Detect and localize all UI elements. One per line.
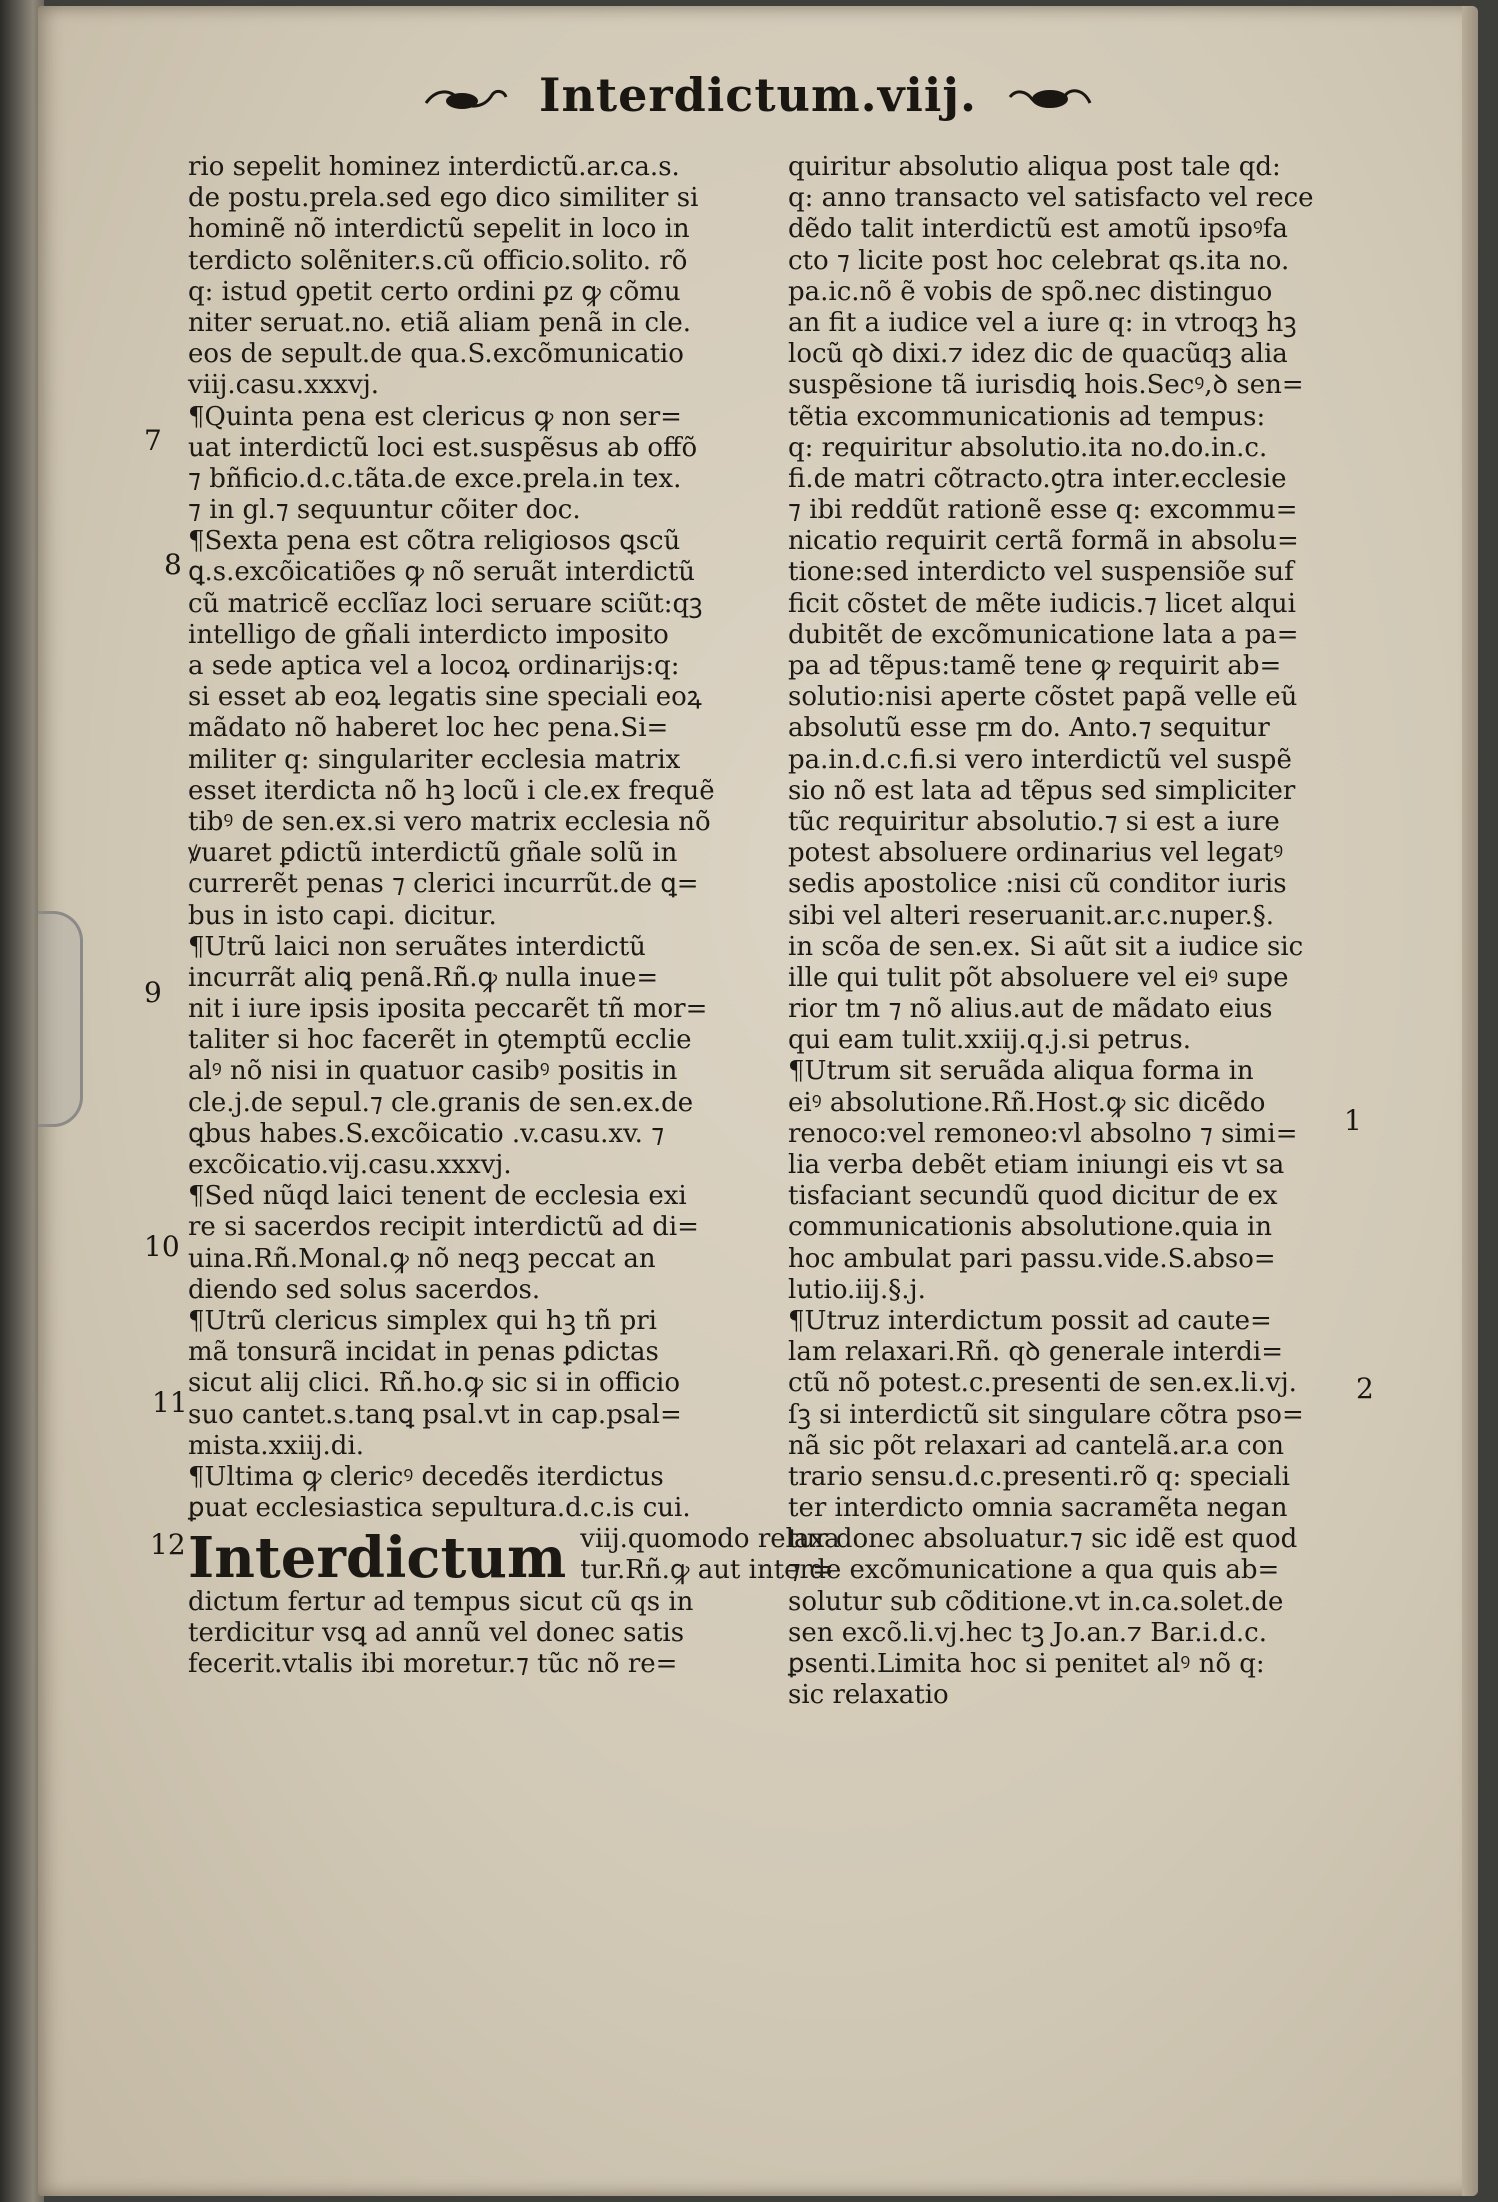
margin-number: 1 xyxy=(1344,1104,1362,1137)
text-line: intelligo de gñali interdicto imposito xyxy=(188,619,669,650)
text-line: pa ad tẽpus:tamẽ tene ꝙ requirit ab= xyxy=(788,651,1282,681)
text-line: nã sic põt relaxari ad cantelã.ar.a con xyxy=(788,1430,1285,1461)
page-edge xyxy=(1462,6,1478,2196)
text-line: ⁊ ibi reddũt rationẽ esse q: excommu= xyxy=(788,495,1298,526)
text-line: renoco:vel remoneo:vl absolno ⁊ simi= xyxy=(788,1118,1298,1149)
text-line: an fit a iudice vel a iure q: in vtroqꝫ hꝫ xyxy=(788,307,1297,338)
text-line: mã tonsurã incidat in penas ꝑdictas xyxy=(188,1337,659,1368)
right-column xyxy=(788,152,1360,1711)
text-line: rio sepelit hominez interdictũ.ar.ca.s. xyxy=(188,152,680,182)
text-line: ¶Utrũ laici non seruãtes interdictũ xyxy=(188,931,646,962)
text-line: suspẽsione tã iurisdiꝗ hois.Secꝰ,ꝺ sen= xyxy=(788,370,1304,401)
text-line: potest absoluere ordinarius vel legatꝰ xyxy=(788,838,1284,869)
text-line: pa.in.d.c.fi.si vero interdictũ vel suspẽ xyxy=(788,744,1292,775)
text-line: ⁊ in gl.⁊ sequuntur cõiter doc. xyxy=(188,495,581,526)
running-header xyxy=(38,68,1478,122)
text-line: terdicto solẽniter.s.cũ officio.solito. rõ xyxy=(188,245,688,276)
text-line: tisfaciant secundũ quod dicitur de ex xyxy=(788,1181,1278,1212)
text-line: sibi vel alteri reseruanit.ar.c.nuper.§. xyxy=(788,900,1274,931)
text-line: incurrãt aliꝗ penã.Rñ.ꝙ nulla inue= xyxy=(188,962,659,993)
text-line: q: istud ꝯpetit certo ordini ꝑz ꝙ cõmu xyxy=(188,276,681,307)
text-line: trario sensu.d.c.presenti.rõ q: speciali xyxy=(788,1461,1290,1492)
text-line: terdicitur vsꝗ ad annũ vel donec satis xyxy=(188,1617,685,1648)
text-line: alꝰ nõ nisi in quatuor casibꝰ positis in xyxy=(188,1056,678,1087)
text-line: lutio.iij.§.j. xyxy=(788,1274,926,1305)
text-line: q: requiritur absolutio.ita no.do.in.c. xyxy=(788,432,1268,463)
text-line: ¶Sexta pena est cõtra religiosos ꝗscũ xyxy=(188,526,681,557)
text-line: lia verba debẽt etiam iniungi eis vt sa xyxy=(788,1150,1285,1180)
text-line: bus in isto capi. dicitur. xyxy=(188,900,497,931)
text-line: cle.j.de sepul.⁊ cle.granis de sen.ex.de xyxy=(188,1087,694,1118)
left-ornament-icon xyxy=(422,85,510,113)
text-line: ¶Sed nũqd laici tenent de ecclesia exi xyxy=(188,1181,687,1212)
text-line: militer q: singulariter ecclesia matrix xyxy=(188,744,681,775)
text-line: ¶Utrum sit seruãda aliqua forma in xyxy=(788,1056,1254,1087)
margin-number: 8 xyxy=(164,548,182,581)
text-line: ¶Ultima ꝙ clericꝰ decedẽs iterdictus xyxy=(188,1461,664,1492)
text-line: ctũ nõ potest.c.presenti de sen.ex.li.vj. xyxy=(788,1368,1297,1399)
text-line: in scõa de sen.ex. Si aũt sit a iudice sic xyxy=(788,931,1304,962)
section-heading xyxy=(188,1524,840,1592)
text-line: dictum fertur ad tempus sicut cũ qs in xyxy=(188,1586,694,1617)
text-line: sedis apostolice :nisi cũ conditor iuris xyxy=(788,869,1287,900)
text-line: sicut alij clici. Rñ.ho.ꝙ sic si in officio xyxy=(188,1368,681,1399)
text-line: tẽtia excommunicationis ad tempus: xyxy=(788,401,1266,432)
text-line: si esset ab eoꝝ legatis sine speciali eoꝝ xyxy=(188,682,702,713)
text-line: solutio:nisi aperte cõstet papã velle eũ xyxy=(788,682,1298,713)
text-line: ¶Utruz interdictum possit ad caute= xyxy=(788,1305,1272,1336)
text-line: fecerit.vtalis ibi moretur.⁊ tũc nõ re= xyxy=(188,1649,678,1679)
text-line: eos de sepult.de qua.S.excõmunicatio xyxy=(188,339,684,370)
text-line: taliter si hoc facerẽt in ꝯtemptũ ecclie xyxy=(188,1025,692,1056)
text-line: ꝗ.s.excõicatiões ꝙ nõ seruãt interdictũ xyxy=(188,557,696,588)
text-line: fi.de matri cõtracto.ꝯtra inter.ecclesie xyxy=(788,463,1287,494)
text-line: ꝗbus habes.S.excõicatio .v.casu.xv. ⁊ xyxy=(188,1118,665,1149)
margin-number: 11 xyxy=(152,1386,188,1419)
text-line: uina.Rñ.Monal.ꝙ nõ neqꝫ peccat an xyxy=(188,1243,656,1274)
text-line: ꝟuaret ꝑdictũ interdictũ gñale solũ in xyxy=(188,838,678,869)
text-line: ficit cõstet de mẽte iudicis.⁊ licet alqui xyxy=(788,588,1296,619)
text-line: ter interdicto omnia sacramẽta negan xyxy=(788,1493,1288,1524)
text-line: tur.Rñ.ꝙ aut inter= xyxy=(580,1555,834,1586)
text-line: nicatio requirit certã formã in absolu= xyxy=(788,526,1299,557)
margin-number: 9 xyxy=(144,976,162,1009)
text-line: cũ matricẽ ecclĩaz loci seruare sciũt:qꝫ xyxy=(188,588,703,619)
manuscript-page xyxy=(38,6,1478,2196)
text-line: dẽdo talit interdictũ est amotũ ipsoꝰfa xyxy=(788,214,1288,245)
text-line: tur donec absoluatur.⁊ sic idẽ est quod xyxy=(788,1524,1298,1555)
text-line: ⁊ de excõmunicatione a qua quis ab= xyxy=(788,1555,1280,1586)
page-clip xyxy=(38,911,83,1127)
text-line: sen excõ.li.vj.hec tꝫ Jo.an.⁊ Bar.i.d.c. xyxy=(788,1617,1267,1648)
text-line: currerẽt penas ⁊ clerici incurrũt.de ꝗ= xyxy=(188,869,699,900)
text-line: cto ⁊ licite post hoc celebrat qs.ita no. xyxy=(788,245,1290,276)
section-title: Interdictum xyxy=(188,1525,567,1592)
text-line: tibꝰ de sen.ex.si vero matrix ecclesia nõ xyxy=(188,806,711,837)
text-line: absolutũ esse ꝼm do. Anto.⁊ sequitur xyxy=(788,713,1270,744)
text-line: ¶Quinta pena est clericus ꝙ non ser= xyxy=(188,401,682,432)
text-line: mãdato nõ haberet loc hec pena.Si= xyxy=(188,713,669,744)
text-line: eiꝰ absolutione.Rñ.Host.ꝙ sic dicẽdo xyxy=(788,1087,1266,1118)
margin-number: 7 xyxy=(144,424,162,457)
text-line: sic relaxatio xyxy=(788,1680,949,1711)
text-line: rior tm ⁊ nõ alius.aut de mãdato eius xyxy=(788,994,1273,1025)
text-line: lam relaxari.Rñ. qꝺ generale interdi= xyxy=(788,1337,1283,1368)
text-line: re si sacerdos recipit interdictũ ad di= xyxy=(188,1212,699,1243)
text-line: esset iterdicta nõ hꝫ locũ i cle.ex frequẽ xyxy=(188,775,715,806)
margin-number: 12 xyxy=(150,1528,186,1561)
text-line: dubitẽt de excõmunicatione lata a pa= xyxy=(788,619,1299,650)
text-line: ille qui tulit põt absoluere vel eiꝰ supe xyxy=(788,962,1289,993)
text-line: diendo sed solus sacerdos. xyxy=(188,1274,541,1305)
left-column xyxy=(188,152,840,1680)
text-line: excõicatio.vij.casu.xxxvj. xyxy=(188,1150,512,1180)
text-line: viij.quomodo relaxa xyxy=(580,1524,840,1555)
text-line: de postu.prela.sed ego dico similiter si xyxy=(188,183,699,214)
text-line: mista.xxiij.di. xyxy=(188,1430,365,1461)
text-line: locũ qꝺ dixi.⁊ idez dic de quacũqꝫ alia xyxy=(788,339,1288,370)
text-line: hoc ambulat pari passu.vide.S.abso= xyxy=(788,1243,1276,1274)
text-line: hominẽ nõ interdictũ sepelit in loco in xyxy=(188,214,690,245)
text-line: q: anno transacto vel satisfacto vel rece xyxy=(788,183,1314,214)
text-line: viij.casu.xxxvj. xyxy=(188,370,380,401)
margin-number: 2 xyxy=(1356,1372,1374,1405)
text-line: communicationis absolutione.quia in xyxy=(788,1212,1273,1243)
text-line: a sede aptica vel a locoꝝ ordinarijs:q: xyxy=(188,651,680,681)
text-line: quiritur absolutio aliqua post tale qd: xyxy=(788,152,1281,182)
header-title: Interdictum.viij. xyxy=(538,68,978,122)
text-line: solutur sub cõditione.vt in.ca.solet.de xyxy=(788,1586,1284,1617)
right-ornament-icon xyxy=(1006,85,1094,113)
text-line: ꝑsenti.Limita hoc si penitet alꝰ nõ q: xyxy=(788,1649,1265,1679)
text-line: sio nõ est lata ad tẽpus sed simpliciter xyxy=(788,775,1296,806)
text-line: nit i iure ipsis iposita peccarẽt tñ mor= xyxy=(188,994,708,1025)
text-line: ¶Utrũ clericus simplex qui hꝫ tñ pri xyxy=(188,1305,657,1336)
text-line: tione:sed interdicto vel suspensiõe suf xyxy=(788,557,1294,588)
margin-number: 10 xyxy=(144,1230,180,1263)
text-line: suo cantet.s.tanꝗ psal.vt in cap.psal= xyxy=(188,1399,682,1430)
text-line: tũc requiritur absolutio.⁊ si est a iure xyxy=(788,806,1280,837)
text-line: ſꝫ si interdictũ sit singulare cõtra pso= xyxy=(788,1399,1304,1430)
text-line: pa.ic.nõ ẽ vobis de spõ.nec distinguo xyxy=(788,276,1273,307)
text-line: qui eam tulit.xxiij.q.j.si petrus. xyxy=(788,1025,1192,1056)
text-line: uat interdictũ loci est.suspẽsus ab offõ xyxy=(188,432,698,463)
text-line: niter seruat.no. etiã aliam penã in cle. xyxy=(188,307,692,338)
text-line: ⁊ bñficio.d.c.tãta.de exce.prela.in tex. xyxy=(188,463,682,494)
text-line: ꝑuat ecclesiastica sepultura.d.c.is cui. xyxy=(188,1493,691,1524)
